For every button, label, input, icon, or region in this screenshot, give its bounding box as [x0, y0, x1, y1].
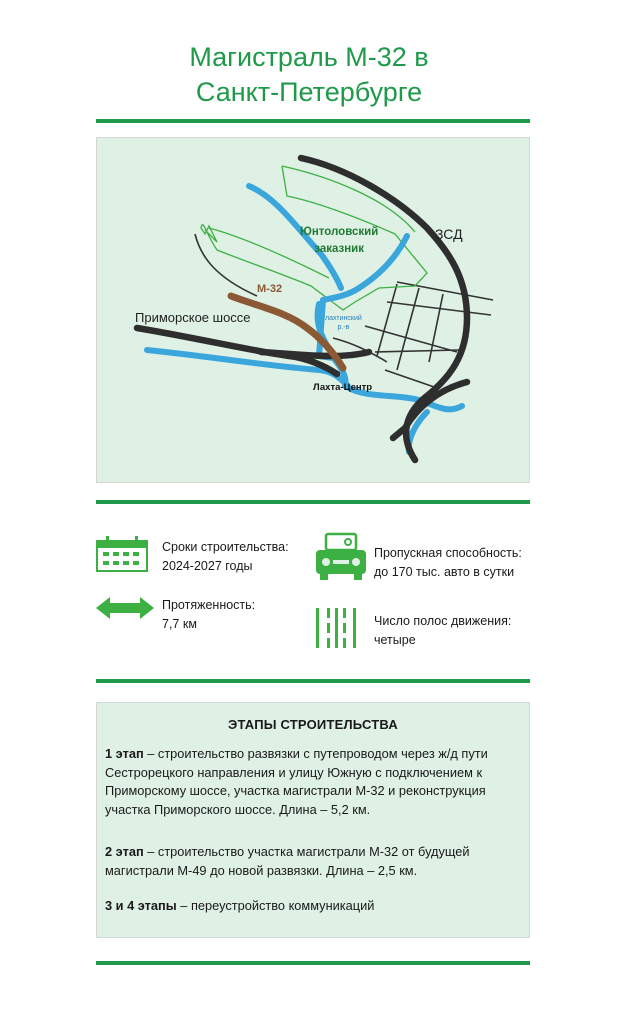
- stat-length-value: 7,7 км: [162, 617, 197, 631]
- divider-bottom: [96, 961, 530, 965]
- divider-lower: [96, 679, 530, 683]
- stage-2-name: 2 этап: [105, 844, 144, 859]
- minor-road: [429, 294, 443, 362]
- label-m32: М-32: [257, 283, 283, 295]
- stat-length: [162, 596, 255, 634]
- label-zsd: ЗСД: [435, 226, 463, 242]
- stage-2-text: – строительство участка магистрали М-32 от будущей магистрали М-49 до новой развязки. Длина – 2,5 км.: [105, 844, 470, 878]
- connector-road: [261, 352, 369, 356]
- label-reserve: [300, 224, 378, 258]
- divider-middle: [96, 500, 530, 504]
- stage-1: [105, 745, 525, 819]
- stage-3-4: [105, 897, 525, 916]
- stat-length-label: Протяженность:: [162, 598, 256, 612]
- label-river-line1: лахтинский: [325, 315, 362, 322]
- label-lakhtinsky-river: [325, 314, 362, 332]
- minor-road: [377, 284, 397, 356]
- minor-road: [375, 350, 459, 352]
- stat-lanes-label: Число полос движения:: [374, 614, 512, 628]
- stat-lanes: [374, 612, 511, 650]
- minor-road: [397, 288, 419, 370]
- stage-2: [105, 843, 525, 880]
- stages-title: ЭТАПЫ СТРОИТЕЛЬСТВА: [228, 717, 398, 732]
- minor-road: [385, 370, 437, 388]
- map-panel: [96, 137, 530, 483]
- title-line-1: Магистраль М-32 в: [189, 42, 429, 72]
- label-river-line2: р.-в: [337, 324, 350, 331]
- stat-lanes-value: четыре: [374, 633, 416, 647]
- major-roads: [137, 158, 467, 460]
- minor-road: [397, 282, 493, 300]
- stage-3-name: 3 и 4 этапы: [105, 898, 177, 913]
- page-title: [0, 40, 618, 110]
- road-lanes-icon: [314, 608, 358, 648]
- stage-1-text: – строительство развязки с путепроводом через ж/д пути Сестрорецкого направления и улицу Южную с подключением к Приморскому шоссе, участка магистрали М-32 и реконструкция участка Приморского шоссе. Длина – 5,2 км.: [105, 746, 488, 817]
- double-arrow-icon: [96, 597, 154, 619]
- stage-3-text: – переустройство коммуникаций: [176, 898, 375, 913]
- stage-1-name: 1 этап: [105, 746, 144, 761]
- stat-term-value: 2024-2027 годы: [162, 559, 253, 573]
- stages-panel: [96, 702, 530, 938]
- label-reserve-line1: Юнтоловский: [300, 226, 379, 238]
- stat-capacity-value: до 170 тыс. авто в сутки: [374, 565, 515, 579]
- title-line-2: Санкт-Петербурге: [195, 77, 423, 107]
- stat-term-label: Сроки строительства:: [162, 540, 289, 554]
- label-reserve-line2: заказник: [314, 243, 365, 255]
- calendar-icon: [96, 536, 148, 572]
- stat-capacity-label: Пропускная способность:: [374, 546, 522, 560]
- minor-road: [195, 234, 257, 296]
- label-primorskoe: Приморское шоссе: [135, 310, 251, 325]
- stats-block: [96, 518, 530, 668]
- divider-top: [96, 119, 530, 123]
- stat-capacity: [374, 544, 522, 582]
- car-front-icon: [314, 532, 368, 582]
- label-lakhta-center: Лахта-Центр: [313, 382, 373, 393]
- stat-term: [162, 538, 289, 576]
